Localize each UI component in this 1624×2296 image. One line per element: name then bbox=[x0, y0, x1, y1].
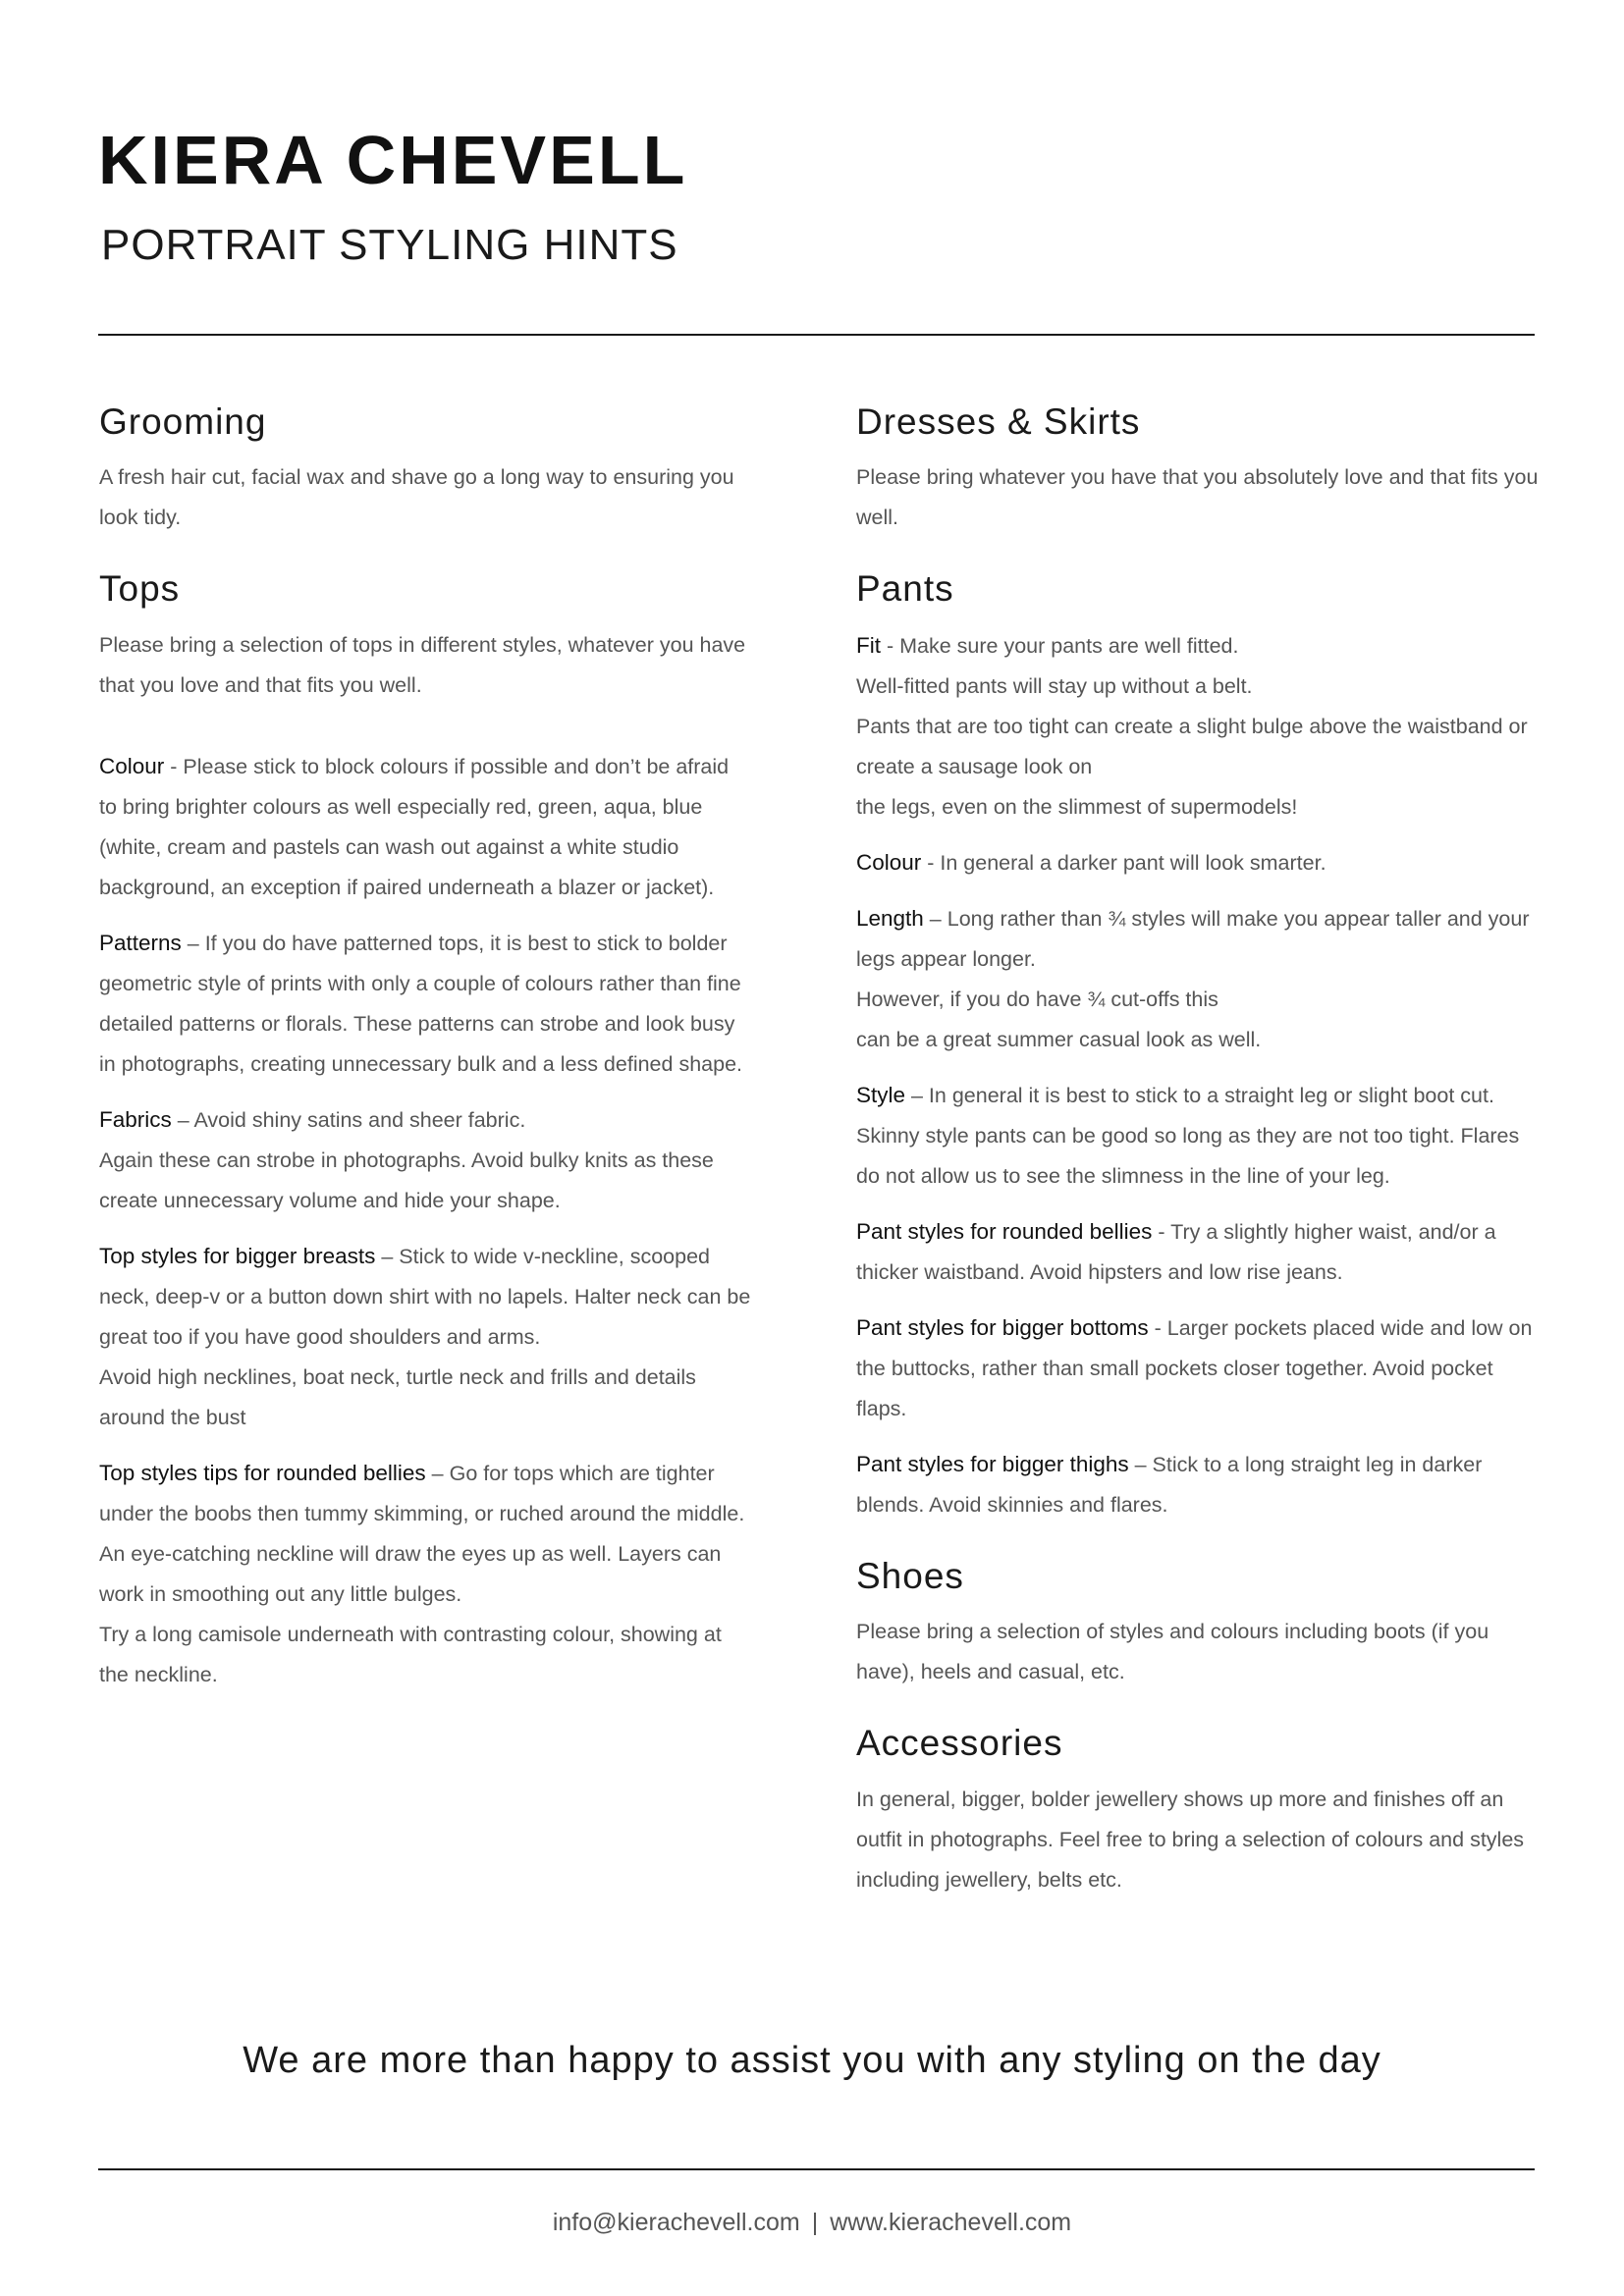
pants-fit-line4: the legs, even on the slimmest of supermodels! bbox=[856, 794, 1298, 819]
tops-colour-text: - Please stick to block colours if possible and don’t be afraid to bring brighter colours as well especially red, green, aqua, blue (white, cream and pastels can wash out against a white studio background, an exception if paired underneath a blazer or jacket). bbox=[99, 754, 730, 899]
accessories-text: In general, bigger, bolder jewellery shows up more and finishes off an outfit in photographs. Feel free to bring a selection of colours and styles including jewellery, belts etc. bbox=[856, 1787, 1525, 1892]
tops-bellies-term: Top styles tips for rounded bellies bbox=[99, 1460, 426, 1485]
pants-length-tip bbox=[856, 898, 1540, 1060]
tops-heading: Tops bbox=[99, 568, 181, 610]
pants-bottoms-text: - Larger pockets placed wide and low on the buttocks, rather than small pockets closer together. Avoid pocket flaps. bbox=[856, 1315, 1533, 1420]
pants-thighs-tip bbox=[856, 1444, 1540, 1525]
tops-bellies-tip bbox=[99, 1453, 752, 1695]
tops-patterns-term: Patterns bbox=[99, 930, 182, 955]
tops-fabrics-line1: – Avoid shiny satins and sheer fabric. bbox=[171, 1107, 526, 1132]
accessories-section bbox=[856, 1722, 1540, 1899]
pants-length-term: Length bbox=[856, 905, 924, 931]
pants-bellies-term: Pant styles for rounded bellies bbox=[856, 1218, 1153, 1244]
tops-breasts-line1: – Stick to wide v-neckline, scooped neck, deep-v or a button down shirt with no lapels. Halter neck can be great too if you have good shoulders and arms. bbox=[99, 1244, 751, 1349]
tops-bellies-line1: – Go for tops which are tighter under the boobs then tummy skimming, or ruched around the middle. An eye-catching neckline will draw the eyes up as well. Layers can work in smoothing out any little bulges. bbox=[99, 1461, 745, 1606]
pants-thighs-text: – Stick to a long straight leg in darker blends. Avoid skinnies and flares. bbox=[856, 1452, 1483, 1517]
tops-intro: Please bring a selection of tops in different styles, whatever you have that you love and that fits you well. bbox=[99, 632, 746, 697]
pants-length-line1: – Long rather than ¾ styles will make you appear taller and your legs appear longer. bbox=[856, 906, 1530, 971]
pants-fit-term: Fit bbox=[856, 632, 881, 658]
pants-fit-line3: Pants that are too tight can create a slight bulge above the waistband or create a sausage look on bbox=[856, 714, 1528, 778]
accessories-heading: Accessories bbox=[856, 1723, 1063, 1764]
closing-statement: We are more than happy to assist you with any styling on the day bbox=[243, 2040, 1381, 2081]
pants-style-tip bbox=[856, 1075, 1540, 1197]
tops-bellies-line2: Try a long camisole underneath with contrasting colour, showing at the neckline. bbox=[99, 1622, 722, 1686]
shoes-heading: Shoes bbox=[856, 1555, 964, 1596]
pants-colour-text: - In general a darker pant will look smarter. bbox=[921, 850, 1326, 875]
tops-breasts-term: Top styles for bigger breasts bbox=[99, 1243, 376, 1268]
tops-fabrics-line2: Again these can strobe in photographs. Avoid bulky knits as these create unnecessary volume and hide your shape. bbox=[99, 1148, 714, 1212]
brand-name: KIERA CHEVELL bbox=[98, 122, 688, 198]
bottom-divider bbox=[98, 2168, 1535, 2170]
dresses-heading: Dresses & Skirts bbox=[856, 401, 1141, 442]
pants-bellies-tip bbox=[856, 1211, 1540, 1293]
pants-thighs-term: Pant styles for bigger thighs bbox=[856, 1451, 1129, 1476]
pants-length-line3: can be a great summer casual look as well. bbox=[856, 1027, 1262, 1051]
shoes-text: Please bring a selection of styles and colours including boots (if you have), heels and casual, etc. bbox=[856, 1620, 1489, 1684]
tops-fabrics-tip bbox=[99, 1099, 752, 1221]
top-divider bbox=[98, 334, 1535, 336]
right-column bbox=[856, 400, 1540, 1930]
dresses-section bbox=[856, 400, 1540, 538]
pants-length-line2: However, if you do have ¾ cut-offs this bbox=[856, 987, 1218, 1011]
shoes-section bbox=[856, 1555, 1540, 1692]
tops-patterns-tip bbox=[99, 923, 752, 1085]
pants-fit-line1: - Make sure your pants are well fitted. bbox=[881, 633, 1239, 658]
footer-website-link[interactable]: www.kierachevell.com bbox=[830, 2209, 1072, 2236]
tops-fabrics-term: Fabrics bbox=[99, 1106, 172, 1132]
pants-bottoms-term: Pant styles for bigger bottoms bbox=[856, 1314, 1149, 1340]
pants-section bbox=[856, 567, 1540, 1524]
pants-fit-tip bbox=[856, 625, 1540, 828]
grooming-heading: Grooming bbox=[99, 401, 267, 442]
tops-breasts-line2: Avoid high necklines, boat neck, turtle neck and frills and details around the bust bbox=[99, 1364, 696, 1429]
pants-fit-line2: Well-fitted pants will stay up without a belt. bbox=[856, 673, 1253, 698]
pants-style-text: – In general it is best to stick to a straight leg or slight boot cut. Skinny style pants can be good so long as they are not too tight. Flares do not allow us to see the slimness in the line of your leg. bbox=[856, 1083, 1520, 1188]
pants-style-term: Style bbox=[856, 1082, 906, 1107]
left-column bbox=[99, 400, 752, 1725]
footer-contact bbox=[0, 2209, 1624, 2237]
tops-colour-tip bbox=[99, 746, 752, 908]
pants-colour-tip bbox=[856, 842, 1540, 883]
tops-colour-term: Colour bbox=[99, 753, 165, 778]
page-subtitle: PORTRAIT STYLING HINTS bbox=[101, 221, 678, 269]
tops-patterns-text: – If you do have patterned tops, it is best to stick to bolder geometric style of prints with only a couple of colours rather than fine detailed patterns or florals. These patterns can strobe and look busy in photographs, creating unnecessary bulk and a less defined shape. bbox=[99, 931, 742, 1076]
pants-bellies-text: - Try a slightly higher waist, and/or a thicker waistband. Avoid hipsters and low rise jeans. bbox=[856, 1219, 1496, 1284]
pants-colour-term: Colour bbox=[856, 849, 922, 875]
grooming-section bbox=[99, 400, 752, 538]
pants-heading: Pants bbox=[856, 568, 954, 610]
tops-breasts-tip bbox=[99, 1236, 752, 1438]
pants-bottoms-tip bbox=[856, 1308, 1540, 1429]
dresses-text: Please bring whatever you have that you absolutely love and that fits you well. bbox=[856, 465, 1539, 530]
tops-section bbox=[99, 567, 752, 1694]
footer-email-link[interactable]: info@kierachevell.com bbox=[552, 2209, 800, 2236]
footer-separator: | bbox=[811, 2209, 819, 2236]
grooming-text: A fresh hair cut, facial wax and shave go a long way to ensuring you look tidy. bbox=[99, 465, 734, 530]
